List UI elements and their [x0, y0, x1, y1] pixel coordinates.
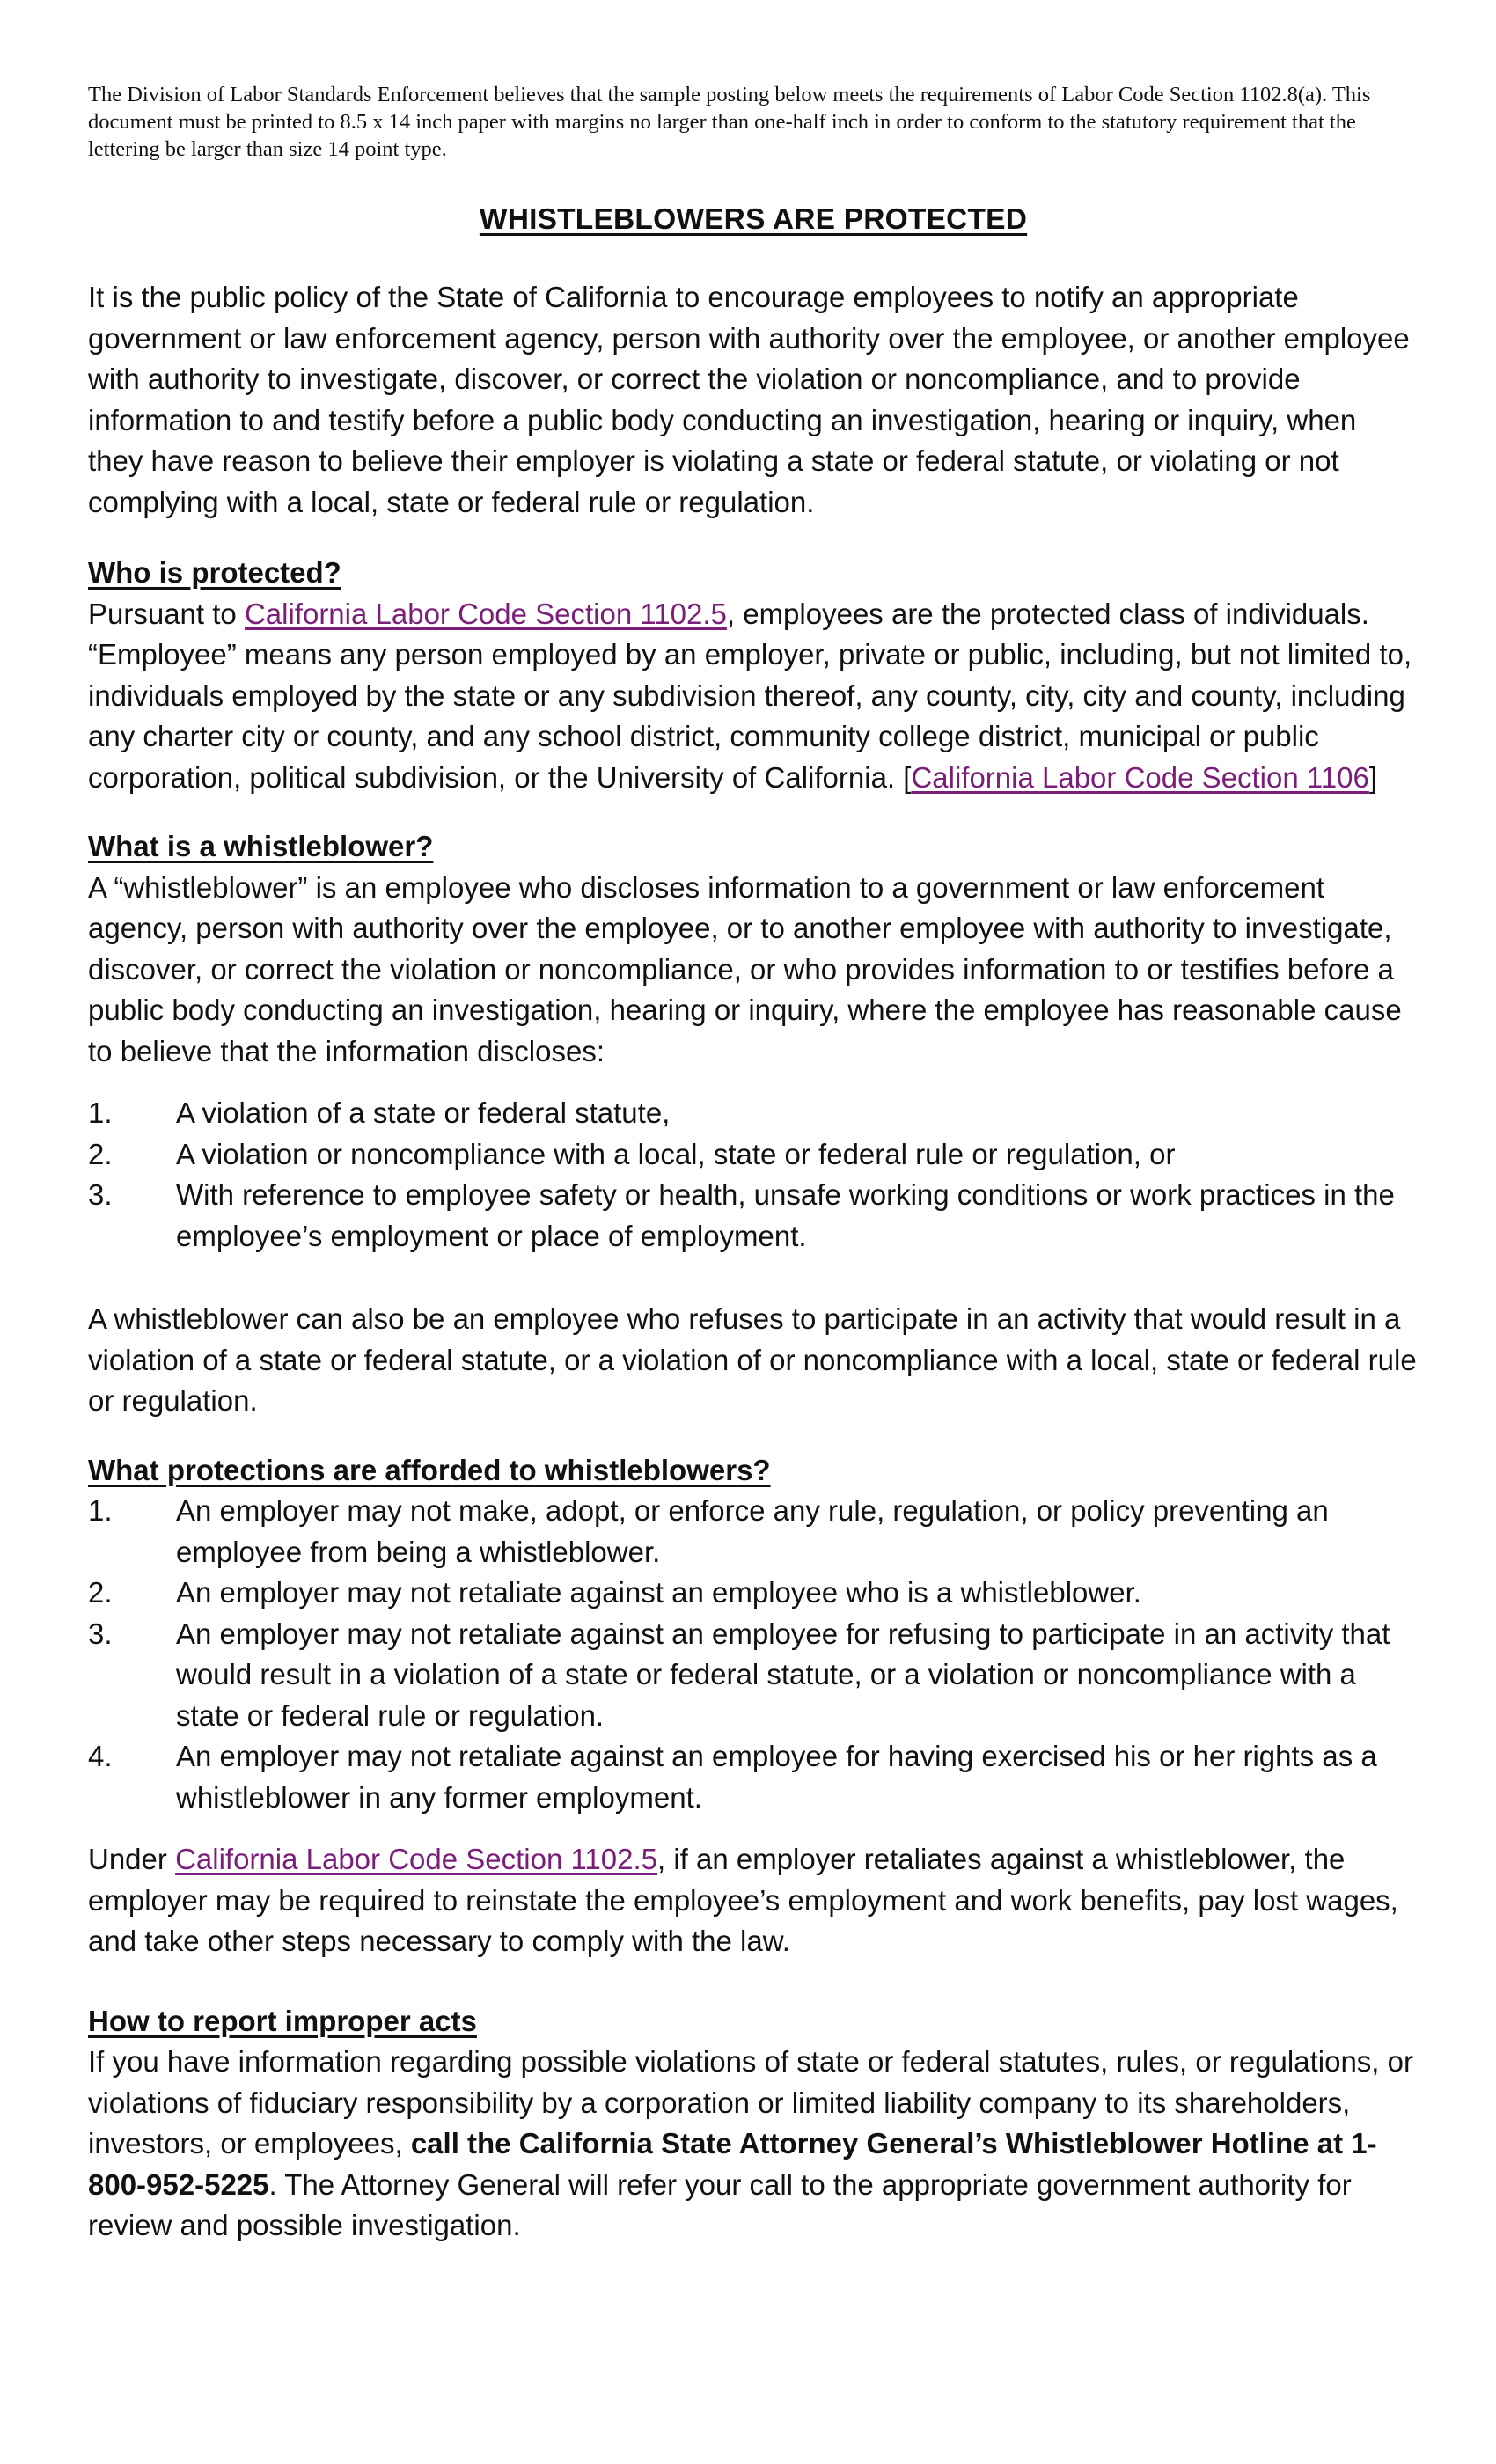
what-section — [88, 826, 1419, 1422]
list-item: 3. An employer may not retaliate against an employee for refusing to participate in an activity that would result in a violation of a state or federal statute, or a violation or noncompliance with a state or federal rule or regulation. — [88, 1617, 1390, 1732]
labor-code-1106-link[interactable]: California Labor Code Section 1106 — [911, 760, 1369, 794]
hotline-callout: call the California State Attorney General’s Whistleblower Hotline at 1-800-952-5225 — [88, 2127, 1377, 2201]
list-item: 2. An employer may not retaliate against an employee who is a whistleblower. — [88, 1576, 1141, 1609]
list-item: 2. A violation or noncompliance with a local, state or federal rule or regulation, or — [88, 1137, 1176, 1170]
report-paragraph: If you have information regarding possible violations of state or federal statutes, rules, or regulations, or violations of fiduciary responsibility by a corporation or limited liability company to its shareholders, investors, or employees, call the California State Attorney General’s Whistleblower Hotline at 1-800-952-5225. The Attorney General will refer your call to the appropriate government authority for review and possible investigation. — [88, 2045, 1413, 2241]
labor-code-1102-5-link-2[interactable]: California Labor Code Section 1102.5 — [175, 1843, 657, 1875]
protections-section — [88, 1450, 1419, 1962]
who-text-after: ] — [1368, 760, 1378, 794]
page-title: WHISTLEBLOWERS ARE PROTECTED — [479, 203, 1028, 236]
list-item: 1. An employer may not make, adopt, or enforce any rule, regulation, or policy preventing an employee from being a whistleblower. — [88, 1494, 1329, 1568]
report-section — [88, 2001, 1419, 2247]
list-item: 1. A violation of a state or federal statute, — [88, 1096, 671, 1129]
who-text-middle: , employees are the protected class of individuals. “Employee” means any person employed by an employer, private or public, including, but not limited to, individuals employed by the state or any subdivision thereof, any county, city, city and county, including any charter city or county, and any school district, community college district, municipal or public corporation, political subdivision, or the University of California. [ — [88, 597, 1412, 794]
labor-code-1102-5-link[interactable]: California Labor Code Section 1102.5 — [244, 597, 727, 630]
intro-note: The Division of Labor Standards Enforcement believes that the sample posting below meets the requirements of Labor Code Section 1102.8(a). This document must be printed to 8.5 x 14 inch paper with margins no larger than one-half inch in order to conform to the statutory requirement that the lettering be larger than size 14 point type. — [88, 83, 1371, 161]
who-heading: Who is protected? — [88, 556, 341, 589]
list-item: 4. An employer may not retaliate against an employee for having exercised his or her rights as a whistleblower in any former employment. — [88, 1740, 1377, 1814]
whistleblower-also-paragraph: A whistleblower can also be an employee who refuses to participate in an activity that would result in a violation of a state or federal statute, or a violation of or noncompliance with a local, state or federal rule or regulation. — [88, 1302, 1417, 1417]
report-heading: How to report improper acts — [88, 2004, 477, 2037]
retaliation-remedy-paragraph: Under California Labor Code Section 1102.5, if an employer retaliates against a whistleblower, the employer may be required to reinstate the employee’s employment and work benefits, pay lost wages, and take other steps necessary to comply with the law. — [88, 1843, 1398, 1957]
who-paragraph — [88, 594, 1419, 799]
what-paragraph: A “whistleblower” is an employee who discloses information to a government or law enforcement agency, person with authority over the employee, or to another employee with authority to investigate, discover, or correct the violation or noncompliance, or who provides information to or testifies before a public body conducting an investigation, hearing or inquiry, where the employee has reasonable cause to believe that the information discloses: — [88, 870, 1402, 1067]
list-item: 3. With reference to employee safety or health, unsafe working conditions or work practices in the employee’s employment or place of employment. — [88, 1178, 1395, 1252]
policy-paragraph: It is the public policy of the State of California to encourage employees to notify an appropriate government or law enforcement agency, person with authority over the employee, or another employee with authority to investigate, discover, or correct the violation or noncompliance, and to provide information to and testify before a public body conducting an investigation, hearing or inquiry, when they have reason to believe their employer is violating a state or federal statute, or violating or not complying with a local, state or federal rule or regulation. — [88, 281, 1410, 518]
what-heading: What is a whistleblower? — [88, 830, 434, 862]
protections-list — [88, 1491, 1419, 1818]
disclosure-list — [88, 1093, 1419, 1257]
protections-heading: What protections are afforded to whistleblowers? — [88, 1453, 771, 1486]
who-section — [88, 553, 1419, 798]
who-text-before: Pursuant to — [88, 597, 245, 630]
